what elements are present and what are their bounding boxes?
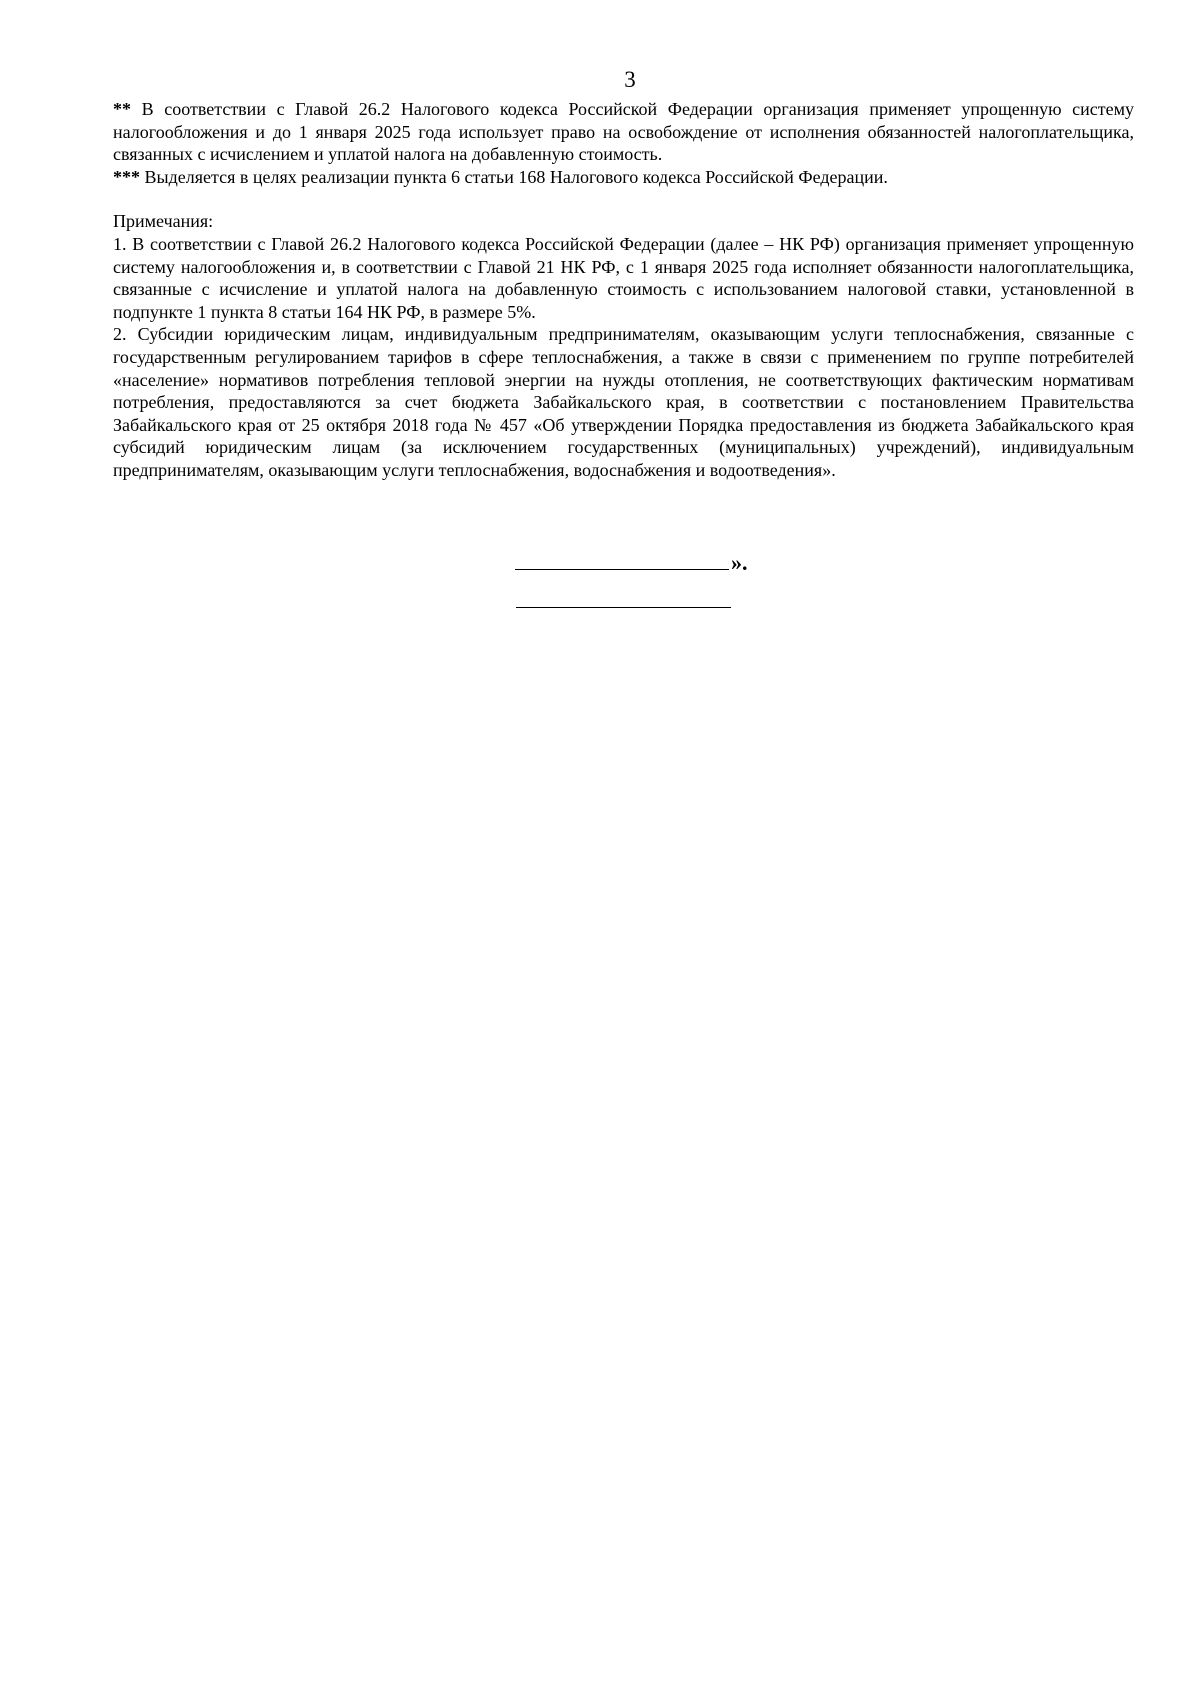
document-body [113, 98, 1134, 482]
signature-underline [515, 568, 729, 570]
closing-quote-mark: ». [731, 550, 748, 575]
notes-heading: Примечания: [113, 211, 214, 232]
footnote-mark: ** [113, 99, 131, 119]
note-item-2: 2. Субсидии юридическим лицам, индивидуальным предпринимателям, оказывающим услуги теплоснабжения, связанные с государственным регулированием тарифов в сфере теплоснабжения, а также в связи с применением по группе потребителей «население» нормативов потребления тепловой энергии на нужды отопления, не соответствующих фактическим нормативам потребления, предоставляются за счет бюджета Забайкальского края, в соответствии с постановлением Правительства Забайкальского края от 25 октября 2018 года № 457 «Об утверждении Порядка предоставления из бюджета Забайкальского края субсидий юридическим лицам (за исключением государственных (муниципальных) учреждений), индивидуальным предпринимателям, оказывающим услуги теплоснабжения, водоснабжения и водоотведения». [113, 324, 1134, 480]
footnote-text: В соответствии с Главой 26.2 Налогового кодекса Российской Федерации организация применяет упрощенную систему налогообложения и до 1 января 2025 года использует право на освобождение от исполнения обязанностей налогоплательщика, связанных с исчислением и уплатой налога на добавленную стоимость. [113, 99, 1135, 165]
closing-line [515, 551, 748, 575]
note-item-1: 1. В соответствии с Главой 26.2 Налогового кодекса Российской Федерации (далее – НК РФ) организация применяет упрощенную систему налогообложения и, в соответствии с Главой 21 НК РФ, с 1 января 2025 года исполняет обязанности налогоплательщика, связанные с исчисление и уплатой налога на добавленную стоимость с использованием налоговой ставки, установленной в подпункте 1 пункта 8 статьи 164 НК РФ, в размере 5%. [113, 233, 1134, 322]
footnote-double-star [113, 98, 1134, 166]
footnote-text: Выделяется в целях реализации пункта 6 статьи 168 Налогового кодекса Российской Федерации. [144, 166, 888, 187]
footnote-mark: *** [113, 166, 140, 187]
footnote-triple-star [113, 166, 1134, 189]
page-number: 3 [624, 67, 636, 92]
separator-line [516, 607, 731, 608]
